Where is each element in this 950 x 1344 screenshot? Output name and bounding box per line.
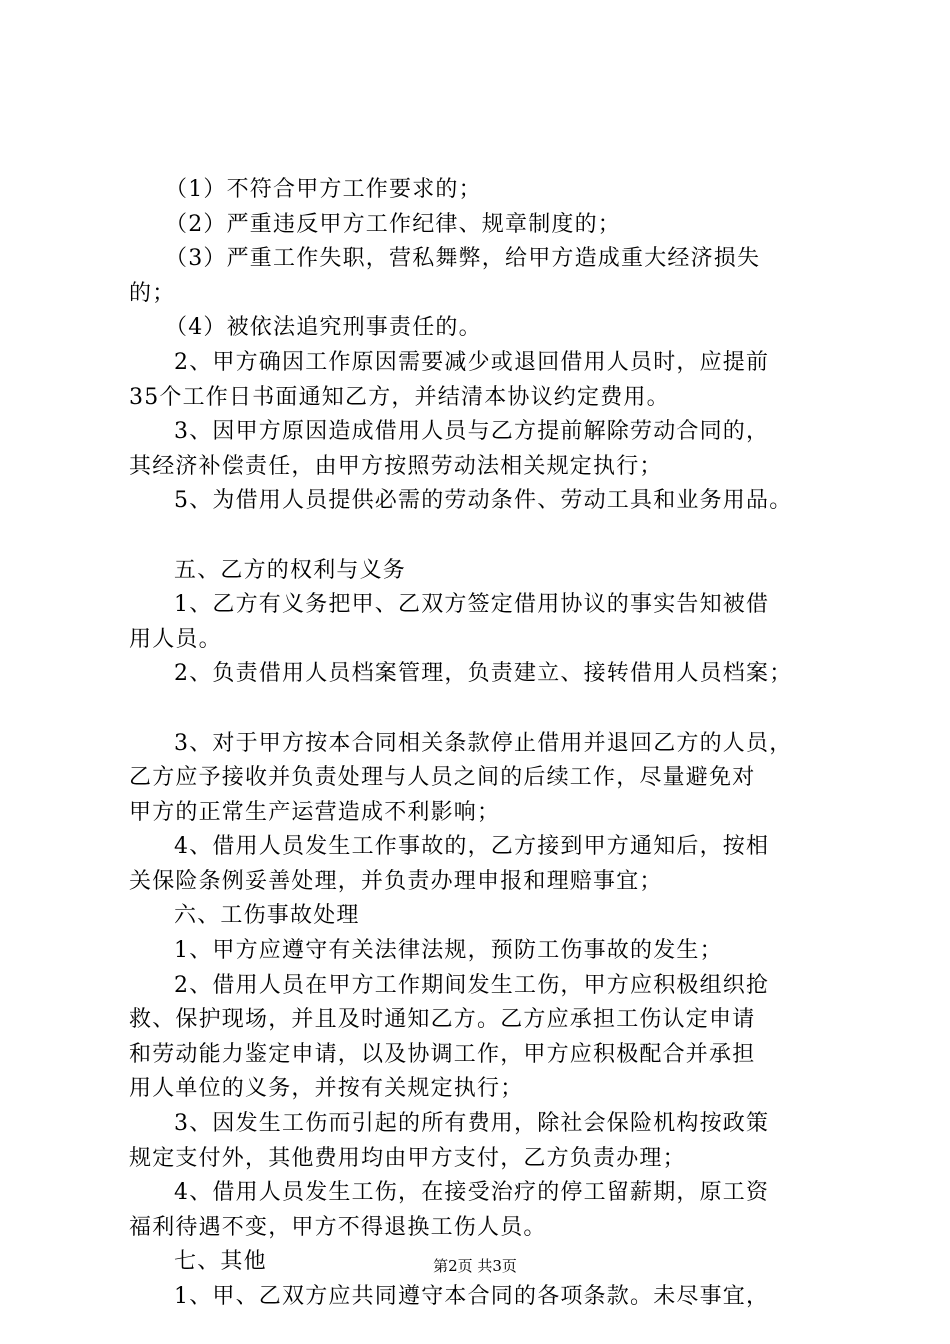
clause-line: 3、因发生工伤而引起的所有费用，除社会保险机构按政策 [174,1111,770,1137]
clause-line: 关保险条例妥善处理，并负责办理申报和理赔事宜； [129,868,663,894]
section-heading: 七、其他 [174,1249,267,1275]
clause-line: （2）严重违反甲方工作纪律、规章制度的； [165,211,621,237]
clause-line: 1、甲、乙双方应共同遵守本合同的各项条款。未尽事宜， [174,1284,770,1309]
clause-line: （3）严重工作失职，营私舞弊，给甲方造成重大经济损失 [165,246,761,272]
clause-line: 5、为借用人员提供必需的劳动条件、劳动工具和业务用品。 [174,488,793,514]
clause-line: 乙方应予接收并负责处理与人员之间的后续工作，尽量避免对 [129,765,756,791]
clause-line: （4）被依法追究刑事责任的。 [165,315,482,341]
section-heading: 六、工伤事故处理 [174,903,360,929]
clause-line: 35个工作日书面通知乙方，并结清本协议约定费用。 [129,384,670,410]
clause-line: 1、乙方有义务把甲、乙双方签定借用协议的事实告知被借 [174,592,770,618]
clause-line: 的； [129,280,176,306]
clause-line: 2、负责借用人员档案管理，负责建立、接转借用人员档案； [174,661,793,687]
clause-line: 3、因甲方原因造成借用人员与乙方提前解除劳动合同的， [174,419,770,445]
blank-line [129,519,841,554]
clause-line: 救、保护现场，并且及时通知乙方。乙方应承担工伤认定申请 [129,1007,756,1033]
page-footer: 第2页 共3页 [433,1257,517,1275]
clause-line: 用人单位的义务，并按有关规定执行； [129,1076,524,1102]
clause-line: （1）不符合甲方工作要求的； [165,177,482,202]
clause-line: 和劳动能力鉴定申请，以及协调工作，甲方应积极配合并承担 [129,1041,756,1067]
clause-line: 4、借用人员发生工伤，在接受治疗的停工留薪期，原工资 [174,1180,770,1206]
clause-line: 甲方的正常生产运营造成不利影响； [129,799,501,825]
clause-line: 4、借用人员发生工作事故的，乙方接到甲方通知后，按相 [174,834,770,860]
clause-line: 福利待遇不变，甲方不得退换工伤人员。 [129,1214,547,1240]
clause-line: 3、对于甲方按本合同相关条款停止借用并退回乙方的人员， [174,730,793,756]
section-heading: 五、乙方的权利与义务 [174,557,407,583]
clause-line: 其经济补偿责任，由甲方按照劳动法相关规定执行； [129,453,663,479]
blank-line [129,692,841,727]
clause-line: 用人员。 [129,626,222,652]
clause-line: 规定支付外，其他费用均由甲方支付，乙方负责办理； [129,1145,686,1171]
document-body [129,173,841,1315]
clause-line: 1、甲方应遵守有关法律法规，预防工伤事故的发生； [174,938,723,964]
clause-line: 2、借用人员在甲方工作期间发生工伤，甲方应积极组织抢 [174,972,770,998]
clause-line: 2、甲方确因工作原因需要减少或退回借用人员时，应提前 [174,349,770,375]
